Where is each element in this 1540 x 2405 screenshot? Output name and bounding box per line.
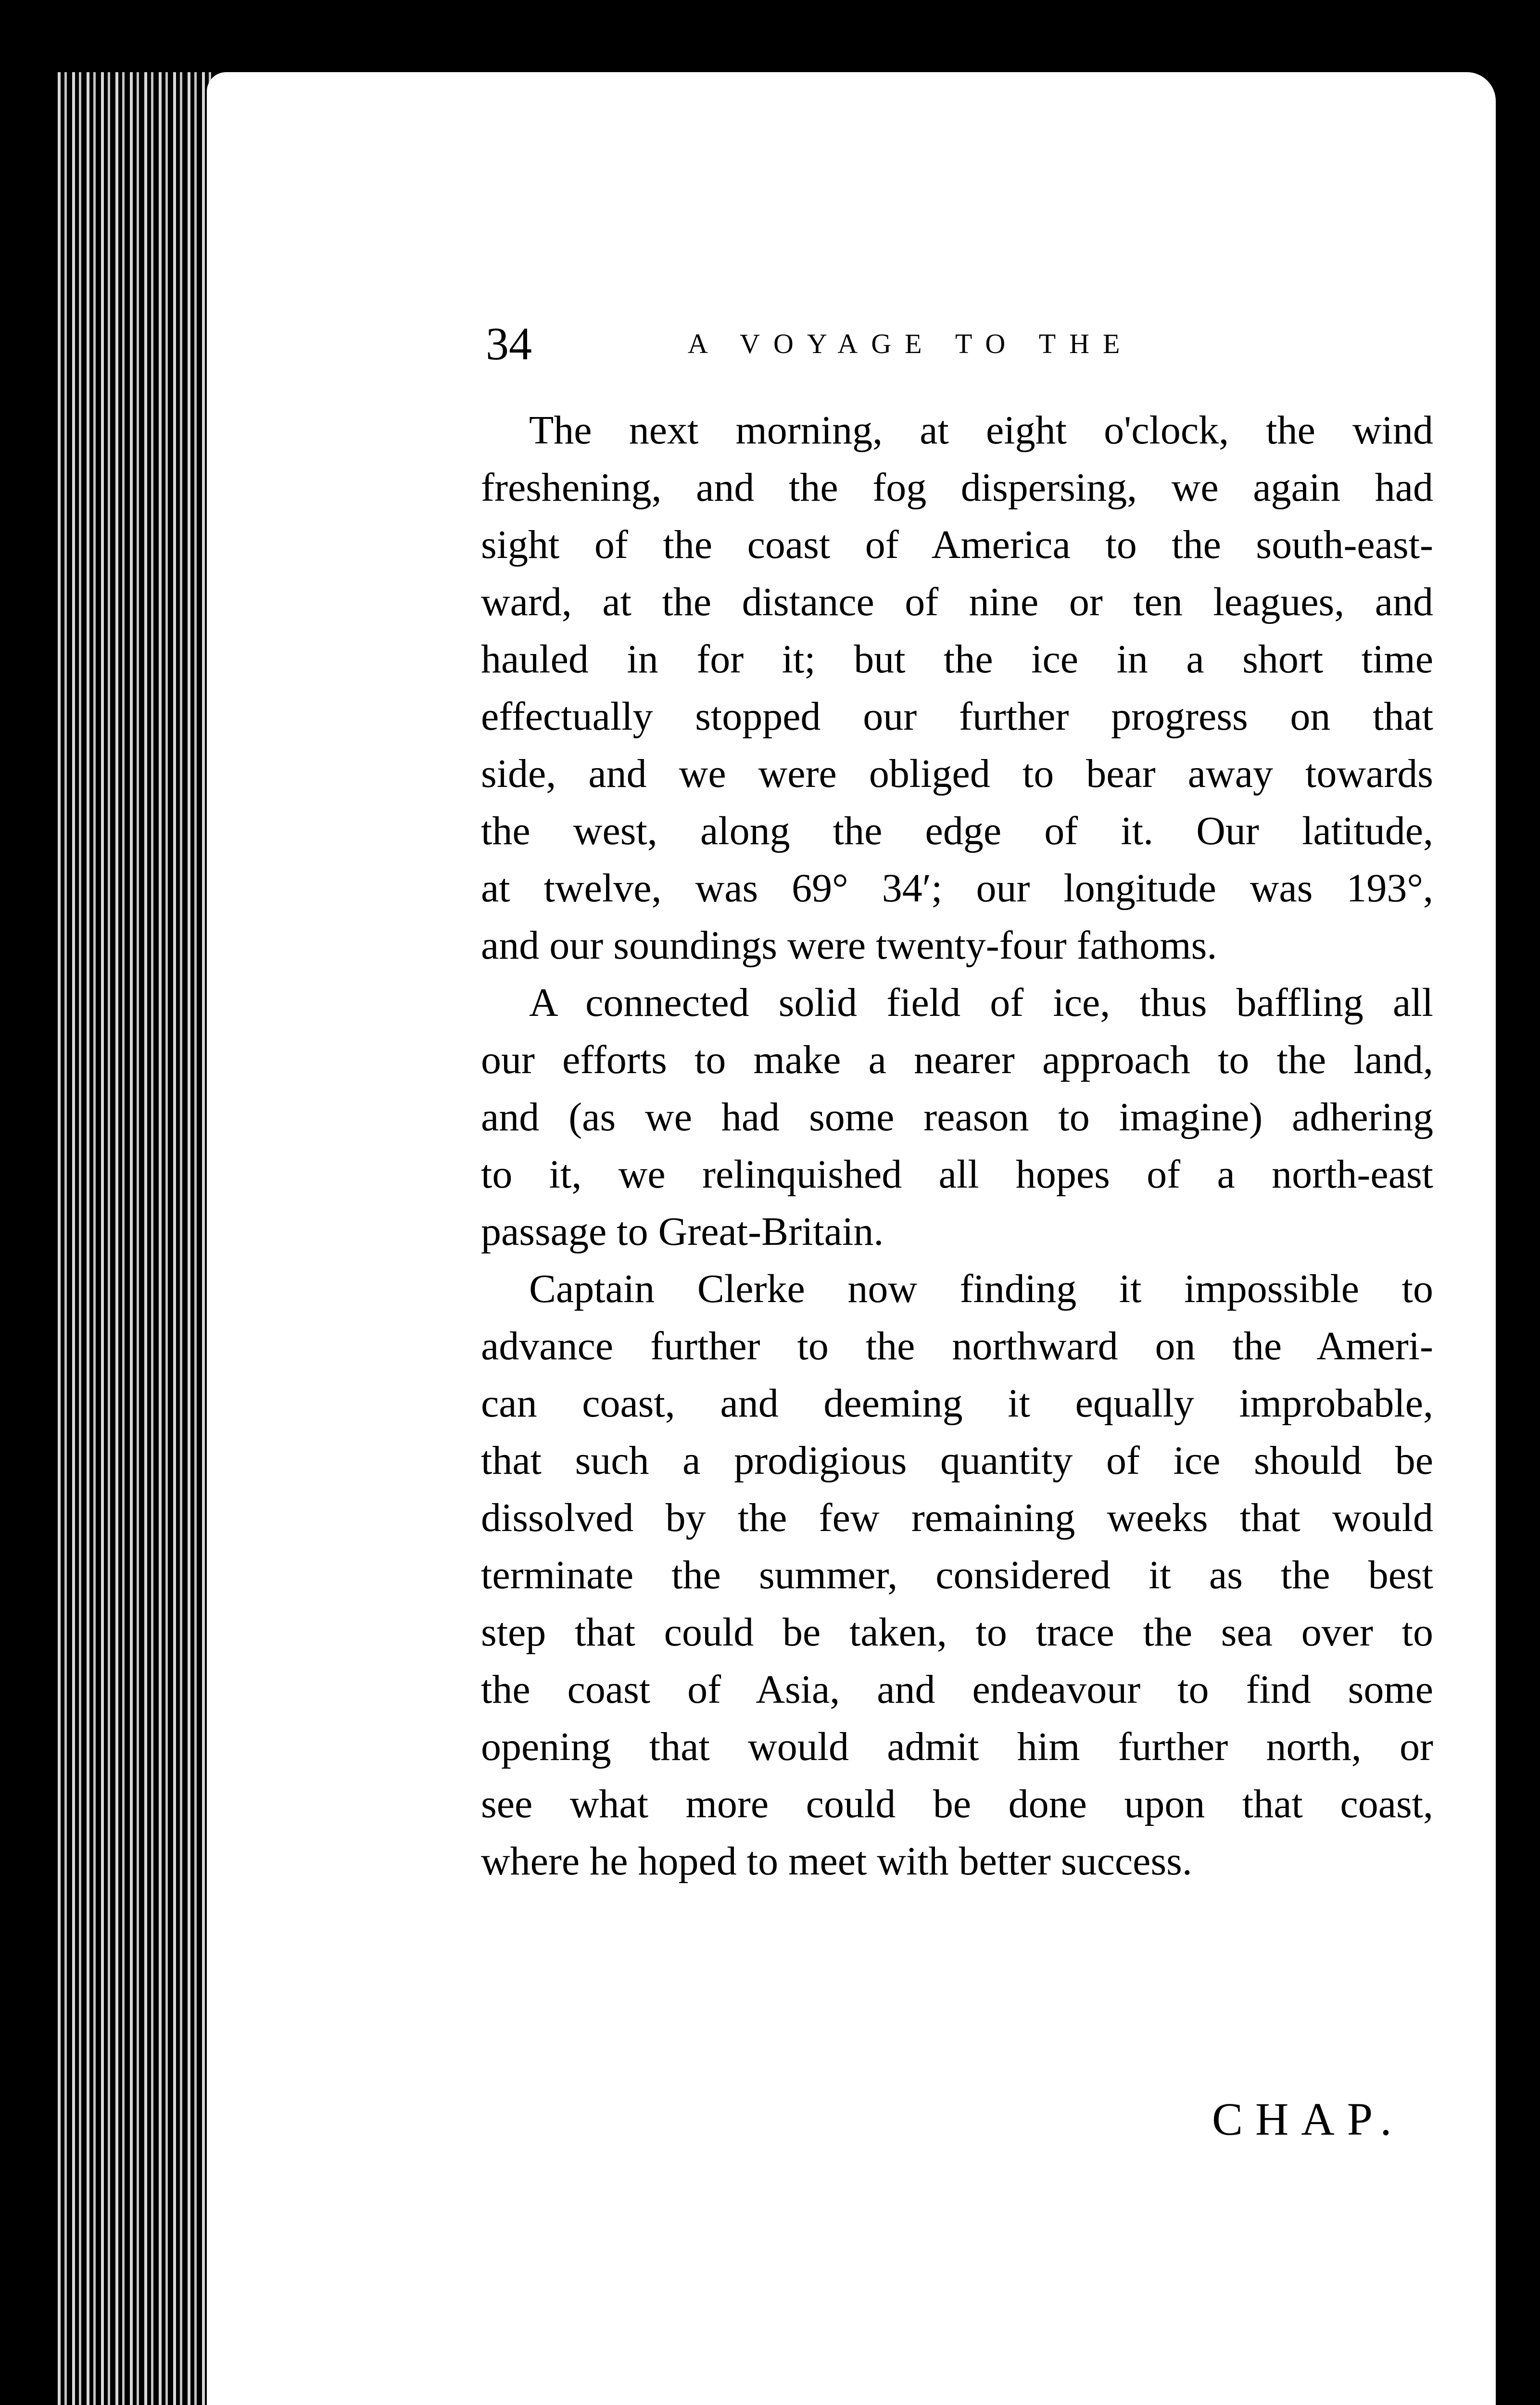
text-line: at twelve, was 69° 34′; our longitude was 193°, <box>481 866 1433 911</box>
text-line: passage to Great-Britain. <box>481 1209 884 1254</box>
page-number: 34 <box>486 318 532 369</box>
text-line: and (as we had some reason to imagine) adhering <box>481 1095 1433 1139</box>
text-line: the west, along the edge of it. Our latitude, <box>481 809 1433 853</box>
text-line: to it, we relinquished all hopes of a north-east <box>481 1152 1433 1197</box>
text-line: and our soundings were twenty-four fathoms. <box>481 923 1217 968</box>
text-line: side, and we were obliged to bear away towards <box>481 751 1433 796</box>
text-line: The next morning, at eight o'clock, the wind <box>529 408 1433 453</box>
text-line: Captain Clerke now finding it impossible to <box>529 1266 1433 1311</box>
text-line: A connected solid field of ice, thus baffling all <box>529 980 1433 1025</box>
body-text <box>481 402 1433 1890</box>
text-line: hauled in for it; but the ice in a short time <box>481 637 1433 682</box>
text-line: ward, at the distance of nine or ten leagues, and <box>481 580 1433 624</box>
text-line: that such a prodigious quantity of ice should be <box>481 1438 1433 1483</box>
running-head: A VOYAGE TO THE <box>688 328 1134 359</box>
text-line: can coast, and deeming it equally improbable, <box>481 1381 1433 1426</box>
text-line: advance further to the northward on the Ameri- <box>481 1324 1433 1368</box>
text-line: opening that would admit him further north, or <box>481 1724 1433 1769</box>
text-line: sight of the coast of America to the south-east- <box>481 522 1433 567</box>
text-line: terminate the summer, considered it as the best <box>481 1553 1433 1597</box>
text-line: where he hoped to meet with better success. <box>481 1839 1192 1884</box>
page-header <box>486 313 1448 375</box>
text-line: freshening, and the fog dispersing, we again had <box>481 465 1433 510</box>
text-line: step that could be taken, to trace the sea over to <box>481 1610 1433 1655</box>
catchword: CHAP. <box>1212 2093 1404 2145</box>
page-edges <box>58 72 216 2405</box>
text-line: effectually stopped our further progress on that <box>481 694 1433 739</box>
text-line: our efforts to make a nearer approach to the land, <box>481 1038 1433 1082</box>
text-line: see what more could be done upon that coast, <box>481 1782 1433 1826</box>
text-line: dissolved by the few remaining weeks that would <box>481 1495 1433 1540</box>
text-line: the coast of Asia, and endeavour to find some <box>481 1667 1433 1712</box>
